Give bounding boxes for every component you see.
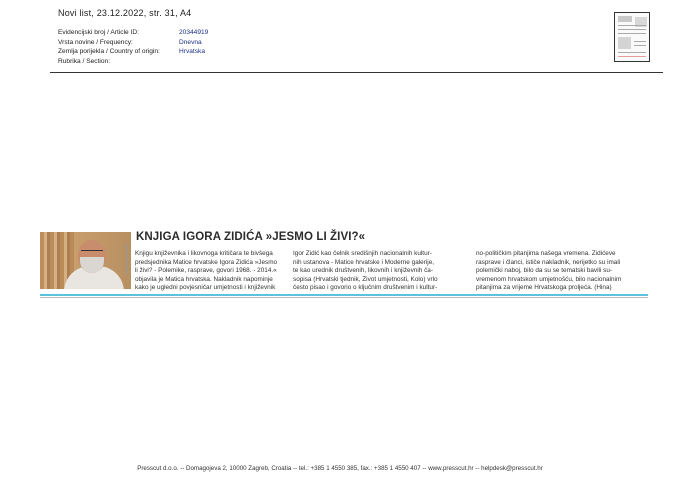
text-line: često pisao i govorio o ključnim društvenim i kultur-	[293, 284, 438, 291]
meta-row-section	[58, 57, 208, 67]
thumb-line	[634, 41, 646, 42]
header-divider	[50, 72, 663, 73]
article-column-3	[476, 250, 641, 293]
author-photo	[40, 232, 131, 289]
text-line: kako je ugledni povjesničar umjetnosti i književnik	[135, 284, 276, 291]
article-column-2	[293, 250, 453, 293]
article-accent-rule	[40, 294, 648, 296]
meta-value: Dnevna	[179, 38, 202, 46]
text-line: li živi? - Polemike, rasprave, govori 1968. - 2014.«	[135, 267, 277, 274]
text-line: nih ustanova - Matice hrvatske i Moderne galerije,	[293, 258, 435, 266]
text-line: vremenom hrvatskom umjetnošću, bilo nacionalnim	[476, 275, 622, 283]
text-line: objavila je Matica hrvatska. Nakladnik napominje	[135, 275, 273, 283]
meta-label: Zemlja porijekla / Country of origin:	[58, 48, 160, 56]
article-metadata	[58, 28, 208, 66]
text-line: Igor Zidić kao čelnik središnjih nacionalnih kultur-	[293, 250, 432, 257]
thumb-line	[618, 25, 646, 26]
meta-value: 20344919	[179, 29, 209, 36]
text-line: sopisa (Hrvatski tjednik, Život umjetnosti, Kolo) vrlo	[293, 275, 438, 283]
meta-label: Vrsta novine / Frequency:	[58, 38, 133, 46]
clipping-title: Novi list, 23.12.2022, str. 31, A4	[58, 8, 192, 18]
article-clipping	[40, 228, 648, 298]
text-line: no-političkim pitanjima našega vremena. Zidićeve	[476, 250, 616, 257]
article-headline: KNJIGA IGORA ZIDIĆA »JESMO LI ŽIVI?«	[136, 231, 366, 243]
photo-credit-mark	[126, 244, 130, 274]
thumb-line	[618, 52, 646, 53]
meta-row-frequency	[58, 38, 208, 48]
page-thumbnail-icon[interactable]	[614, 12, 650, 62]
thumb-line	[618, 29, 646, 30]
article-column-1	[135, 250, 297, 293]
thumb-block	[618, 16, 632, 22]
meta-label: Rubrika / Section:	[58, 57, 111, 65]
thumb-line	[618, 56, 646, 57]
text-line: polemički naboj, bilo da su se tematski bavili su-	[476, 267, 613, 274]
text-line: te kao urednik društvenih, likovnih i književnih ča-	[293, 267, 433, 274]
author-glasses	[81, 250, 103, 255]
page-footer: Presscut d.o.o. -- Domagojeva 2, 10000 Zagreb, Croatia -- tel.: +385 1 4550 385, fax.: +385 1 4550 407 -- www.presscut.hr -- helpdesk@presscut.hr	[137, 465, 543, 472]
text-line: rasprave i članci, ističe nakladnik, nerijetko su imali	[476, 258, 621, 266]
meta-row-country	[58, 47, 208, 57]
thumb-line	[634, 45, 646, 46]
meta-label: Evidencijski broj / Article ID:	[58, 29, 139, 36]
meta-value: Hrvatska	[179, 48, 206, 56]
article-bottom-rule	[40, 297, 648, 298]
text-line: Knjigu književnika i likovnoga kritičara te bivšega	[135, 250, 273, 257]
thumb-line	[618, 33, 646, 34]
text-line: pitanjima za vrijeme Hrvatskoga proljeća. (Hina)	[476, 284, 612, 291]
text-line: predsjednika Matice hrvatske Igora Zidića »Jesmo	[135, 258, 278, 266]
thumb-block	[618, 37, 631, 49]
meta-row-article-id	[58, 28, 208, 38]
